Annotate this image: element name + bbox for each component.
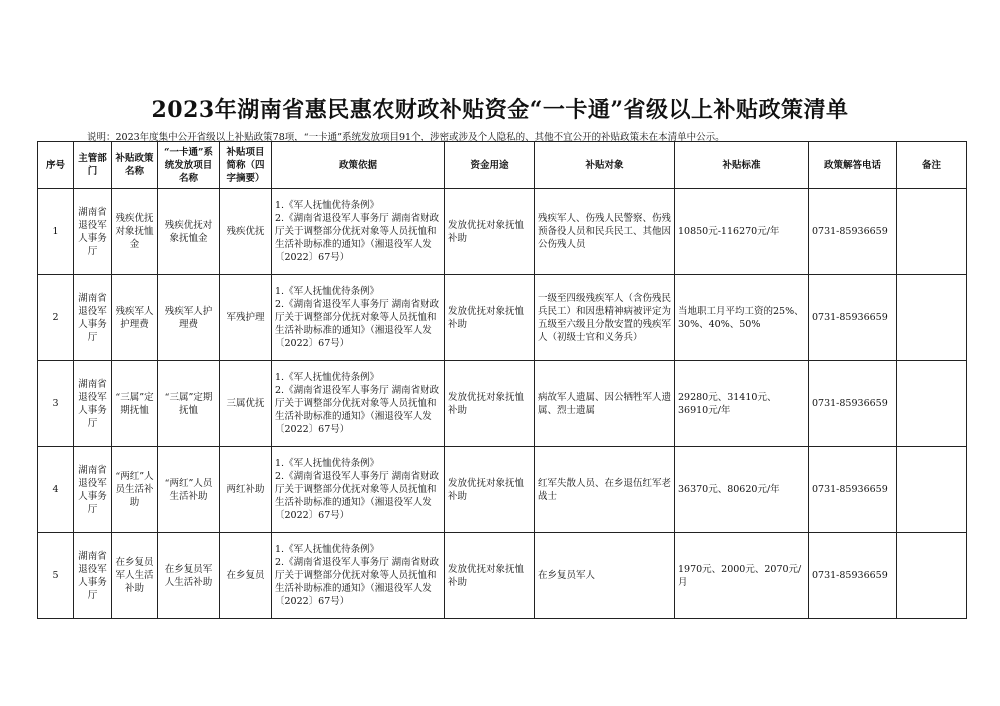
basis-line: 2.《湖南省退役军人事务厅 湖南省财政厅关于调整部分优抚对象等人员抚恤和生活补助标准的通知》（湘退役军人发〔2022〕67号） xyxy=(275,385,440,435)
cell-standard: 当地职工月平均工资的25%、30%、40%、50% xyxy=(675,275,809,361)
explanatory-note: 说明：2023年度集中公开省级以上补贴政策78项，“一卡通”系统发放项目91个，涉密或涉及个人隐私的、其他不宜公开的补贴政策未在本清单中公示。 xyxy=(87,132,725,143)
cell-policy-name: “三属”定期抚恤 xyxy=(112,361,158,447)
header-remark: 备注 xyxy=(897,142,967,189)
cell-standard: 29280元、31410元、36910元/年 xyxy=(675,361,809,447)
cell-dept: 湖南省退役军人事务厅 xyxy=(74,361,112,447)
cell-short-name: 在乡复员 xyxy=(220,533,272,619)
header-phone: 政策解答电话 xyxy=(809,142,897,189)
header-dept: 主管部门 xyxy=(74,142,112,189)
cell-standard: 36370元、80620元/年 xyxy=(675,447,809,533)
cell-phone: 0731-85936659 xyxy=(809,447,897,533)
cell-system-name: “三属”定期抚恤 xyxy=(158,361,220,447)
document-title: 2023年湖南省惠民惠农财政补贴资金“一卡通”省级以上补贴政策清单 xyxy=(151,97,849,123)
cell-seq: 4 xyxy=(38,447,74,533)
table-row xyxy=(38,189,967,275)
basis-line: 2.《湖南省退役军人事务厅 湖南省财政厅关于调整部分优抚对象等人员抚恤和生活补助标准的通知》（湘退役军人发〔2022〕67号） xyxy=(275,299,440,349)
cell-phone: 0731-85936659 xyxy=(809,361,897,447)
cell-basis xyxy=(272,275,445,361)
cell-seq: 3 xyxy=(38,361,74,447)
basis-line: 1.《军人抚恤优待条例》 xyxy=(275,544,380,555)
cell-usage: 发放优抚对象抚恤补助 xyxy=(445,447,535,533)
cell-standard: 10850元-116270元/年 xyxy=(675,189,809,275)
header-target: 补贴对象 xyxy=(535,142,675,189)
basis-line: 2.《湖南省退役军人事务厅 湖南省财政厅关于调整部分优抚对象等人员抚恤和生活补助标准的通知》（湘退役军人发〔2022〕67号） xyxy=(275,471,440,521)
cell-target: 残疾军人、伤残人民警察、伤残预备役人员和民兵民工、其他因公伤残人员 xyxy=(535,189,675,275)
table-row xyxy=(38,361,967,447)
cell-phone: 0731-85936659 xyxy=(809,533,897,619)
cell-seq: 5 xyxy=(38,533,74,619)
cell-target: 红军失散人员、在乡退伍红军老战士 xyxy=(535,447,675,533)
table-row xyxy=(38,275,967,361)
cell-usage: 发放优抚对象抚恤补助 xyxy=(445,533,535,619)
table-row xyxy=(38,447,967,533)
cell-usage: 发放优抚对象抚恤补助 xyxy=(445,275,535,361)
cell-policy-name: “两红”人员生活补助 xyxy=(112,447,158,533)
cell-target: 一级至四级残疾军人（含伤残民兵民工）和因患精神病被评定为五级至六级且分散安置的残疾军人（初级士官和义务兵） xyxy=(535,275,675,361)
cell-usage: 发放优抚对象抚恤补助 xyxy=(445,361,535,447)
cell-short-name: 军残护理 xyxy=(220,275,272,361)
cell-system-name: 残疾军人护理费 xyxy=(158,275,220,361)
cell-standard: 1970元、2000元、2070元/月 xyxy=(675,533,809,619)
header-short-name: 补贴项目简称（四字摘要） xyxy=(220,142,272,189)
header-system-name: “一卡通”系统发放项目名称 xyxy=(158,142,220,189)
cell-policy-name: 在乡复员军人生活补助 xyxy=(112,533,158,619)
cell-remark xyxy=(897,447,967,533)
cell-system-name: “两红”人员生活补助 xyxy=(158,447,220,533)
cell-dept: 湖南省退役军人事务厅 xyxy=(74,447,112,533)
cell-target: 在乡复员军人 xyxy=(535,533,675,619)
basis-line: 1.《军人抚恤优待条例》 xyxy=(275,458,380,469)
cell-short-name: 三属优抚 xyxy=(220,361,272,447)
cell-basis xyxy=(272,361,445,447)
cell-remark xyxy=(897,533,967,619)
cell-dept: 湖南省退役军人事务厅 xyxy=(74,533,112,619)
cell-remark xyxy=(897,275,967,361)
cell-basis xyxy=(272,189,445,275)
basis-line: 1.《军人抚恤优待条例》 xyxy=(275,286,380,297)
table-header-row xyxy=(38,142,967,189)
header-basis: 政策依据 xyxy=(272,142,445,189)
cell-seq: 2 xyxy=(38,275,74,361)
header-policy-name: 补贴政策名称 xyxy=(112,142,158,189)
table-row xyxy=(38,533,967,619)
cell-seq: 1 xyxy=(38,189,74,275)
cell-phone: 0731-85936659 xyxy=(809,189,897,275)
basis-line: 1.《军人抚恤优待条例》 xyxy=(275,200,380,211)
cell-policy-name: 残疾军人护理费 xyxy=(112,275,158,361)
basis-line: 2.《湖南省退役军人事务厅 湖南省财政厅关于调整部分优抚对象等人员抚恤和生活补助标准的通知》（湘退役军人发〔2022〕67号） xyxy=(275,213,440,263)
cell-short-name: 两红补助 xyxy=(220,447,272,533)
cell-phone: 0731-85936659 xyxy=(809,275,897,361)
cell-system-name: 在乡复员军人生活补助 xyxy=(158,533,220,619)
cell-remark xyxy=(897,361,967,447)
cell-remark xyxy=(897,189,967,275)
cell-system-name: 残疾优抚对象抚恤金 xyxy=(158,189,220,275)
cell-policy-name: 残疾优抚对象抚恤金 xyxy=(112,189,158,275)
policy-table xyxy=(37,141,967,619)
cell-dept: 湖南省退役军人事务厅 xyxy=(74,275,112,361)
header-seq: 序号 xyxy=(38,142,74,189)
basis-line: 2.《湖南省退役军人事务厅 湖南省财政厅关于调整部分优抚对象等人员抚恤和生活补助标准的通知》（湘退役军人发〔2022〕67号） xyxy=(275,557,440,607)
cell-basis xyxy=(272,533,445,619)
header-usage: 资金用途 xyxy=(445,142,535,189)
basis-line: 1.《军人抚恤优待条例》 xyxy=(275,372,380,383)
cell-short-name: 残疾优抚 xyxy=(220,189,272,275)
header-standard: 补贴标准 xyxy=(675,142,809,189)
cell-target: 病故军人遗属、因公牺牲军人遗属、烈士遗属 xyxy=(535,361,675,447)
cell-basis xyxy=(272,447,445,533)
cell-dept: 湖南省退役军人事务厅 xyxy=(74,189,112,275)
cell-usage: 发放优抚对象抚恤补助 xyxy=(445,189,535,275)
